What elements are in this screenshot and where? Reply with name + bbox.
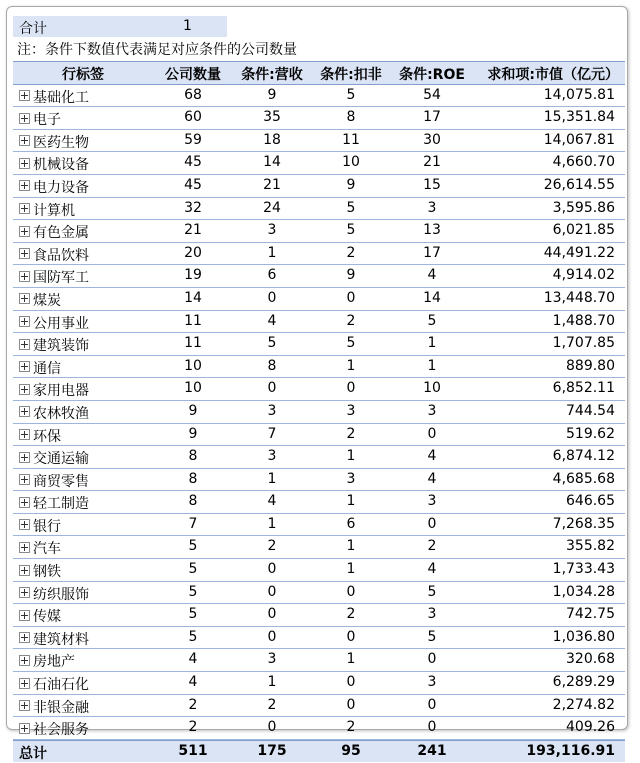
table-row: [13, 401, 625, 424]
row-label: 社会服务: [33, 722, 89, 739]
company-count: 14: [184, 289, 202, 306]
row-label-cell: [19, 87, 89, 107]
row-label-cell: [19, 697, 89, 717]
roe-count: 3: [427, 606, 437, 623]
table-row: [13, 514, 625, 537]
roe-count: 17: [423, 109, 441, 126]
revenue-count: 14: [263, 154, 281, 171]
roe-count: 3: [427, 199, 437, 216]
row-label-cell: [19, 200, 75, 220]
row-label-cell: [19, 290, 61, 310]
revenue-count: 5: [267, 335, 277, 352]
expand-icon[interactable]: [19, 474, 30, 485]
row-label-cell: [19, 629, 89, 649]
roe-count: 0: [427, 719, 437, 736]
company-count: 8: [188, 470, 198, 487]
company-count: 68: [184, 86, 202, 103]
expand-icon[interactable]: [19, 203, 30, 214]
revenue-count: 0: [267, 606, 277, 623]
company-count: 5: [188, 628, 198, 645]
table-row: [13, 175, 625, 198]
roe-count: 0: [427, 515, 437, 532]
table-row: [13, 378, 625, 401]
net-profit-count: 5: [346, 86, 356, 103]
table-row: [13, 491, 625, 514]
row-label-cell: [19, 245, 89, 265]
row-label-cell: [19, 584, 89, 604]
market-cap-sum: 409.26: [566, 719, 615, 736]
header-net-profit-condition[interactable]: 条件:扣非: [320, 67, 382, 83]
expand-icon[interactable]: [19, 519, 30, 530]
net-profit-count: 0: [346, 380, 356, 397]
row-label-cell: [19, 606, 61, 626]
row-label-cell: [19, 719, 89, 739]
market-cap-sum: 742.75: [566, 606, 615, 623]
table-row: [13, 356, 625, 379]
roe-count: 0: [427, 696, 437, 713]
net-profit-count: 5: [346, 199, 356, 216]
company-count: 9: [188, 425, 198, 442]
row-label: 建筑材料: [33, 631, 89, 648]
market-cap-sum: 44,491.22: [543, 244, 615, 261]
company-count: 5: [188, 538, 198, 555]
revenue-count: 6: [267, 267, 277, 284]
net-profit-count: 0: [346, 628, 356, 645]
net-profit-count: 10: [342, 154, 360, 171]
expand-icon[interactable]: [19, 610, 30, 621]
table-row: [13, 85, 625, 108]
row-label: 非银金融: [33, 699, 89, 716]
net-profit-count: 2: [346, 425, 356, 442]
table-row: [13, 311, 625, 334]
market-cap-sum: 4,660.70: [552, 154, 615, 171]
table-row: [13, 559, 625, 582]
row-label: 机械设备: [33, 157, 89, 174]
row-label: 商贸零售: [33, 473, 89, 490]
expand-icon[interactable]: [19, 429, 30, 440]
net-profit-count: 11: [342, 131, 360, 148]
net-profit-count: 0: [346, 583, 356, 600]
table-row: [13, 333, 625, 356]
expand-icon[interactable]: [19, 271, 30, 282]
company-count: 45: [184, 176, 202, 193]
expand-icon[interactable]: [19, 293, 30, 304]
expand-icon[interactable]: [19, 248, 30, 259]
roe-count: 3: [427, 674, 437, 691]
market-cap-sum: 1,488.70: [552, 312, 615, 329]
net-profit-count: 1: [346, 357, 356, 374]
total-revenue-count: 175: [257, 742, 287, 759]
company-count: 45: [184, 154, 202, 171]
table-row: [13, 288, 625, 311]
market-cap-sum: 744.54: [566, 402, 615, 419]
row-label: 有色金属: [33, 225, 89, 242]
grand-total-summary: [13, 16, 227, 37]
expand-icon[interactable]: [19, 113, 30, 124]
revenue-count: 4: [267, 493, 277, 510]
row-label-cell: [19, 222, 89, 242]
roe-count: 14: [423, 289, 441, 306]
roe-count: 4: [427, 561, 437, 578]
row-label: 轻工制造: [33, 496, 89, 513]
net-profit-count: 0: [346, 289, 356, 306]
company-count: 5: [188, 606, 198, 623]
company-count: 19: [184, 267, 202, 284]
table-row: [13, 582, 625, 605]
net-profit-count: 3: [346, 470, 356, 487]
net-profit-count: 5: [346, 222, 356, 239]
table-row: [13, 695, 625, 718]
revenue-count: 2: [267, 696, 277, 713]
roe-count: 54: [423, 86, 441, 103]
revenue-count: 3: [267, 651, 277, 668]
roe-count: 5: [427, 312, 437, 329]
expand-icon[interactable]: [19, 497, 30, 508]
roe-count: 0: [427, 651, 437, 668]
row-label: 食品饮料: [33, 247, 89, 264]
row-label: 汽车: [33, 541, 61, 558]
net-profit-count: 2: [346, 719, 356, 736]
row-label: 医药生物: [33, 134, 89, 151]
revenue-count: 1: [267, 470, 277, 487]
roe-count: 4: [427, 267, 437, 284]
company-count: 11: [184, 335, 202, 352]
revenue-count: 35: [263, 109, 281, 126]
roe-count: 3: [427, 493, 437, 510]
expand-icon[interactable]: [19, 180, 30, 191]
row-label-cell: [19, 358, 61, 378]
roe-count: 15: [423, 176, 441, 193]
expand-icon[interactable]: [19, 406, 30, 417]
market-cap-sum: 6,852.11: [552, 380, 615, 397]
row-label-cell: [19, 132, 89, 152]
table-row: [13, 107, 625, 130]
roe-count: 21: [423, 154, 441, 171]
expand-icon[interactable]: [19, 316, 30, 327]
row-label: 建筑装饰: [33, 338, 89, 355]
header-roe-condition[interactable]: 条件:ROE: [399, 67, 465, 83]
header-market-cap-sum[interactable]: 求和项:市值（亿元）: [487, 67, 619, 83]
company-count: 10: [184, 380, 202, 397]
company-count: 7: [188, 515, 198, 532]
net-profit-count: 9: [346, 176, 356, 193]
revenue-count: 1: [267, 674, 277, 691]
header-row: [13, 61, 625, 85]
market-cap-sum: 320.68: [566, 651, 615, 668]
expand-icon[interactable]: [19, 587, 30, 598]
table-row: [13, 627, 625, 650]
company-count: 5: [188, 561, 198, 578]
roe-count: 10: [423, 380, 441, 397]
expand-icon[interactable]: [19, 723, 30, 734]
market-cap-sum: 6,021.85: [552, 222, 615, 239]
company-count: 59: [184, 131, 202, 148]
market-cap-sum: 1,036.80: [552, 628, 615, 645]
row-label-cell: [19, 516, 61, 536]
market-cap-sum: 889.80: [566, 357, 615, 374]
roe-count: 30: [423, 131, 441, 148]
row-label-cell: [19, 651, 75, 671]
revenue-count: 9: [267, 86, 277, 103]
summary-label: 合计: [19, 21, 47, 37]
total-market-cap: 193,116.91: [526, 742, 615, 759]
expand-icon[interactable]: [19, 226, 30, 237]
row-label-cell: [19, 426, 61, 446]
row-label: 纺织服饰: [33, 586, 89, 603]
row-label-cell: [19, 267, 89, 287]
net-profit-count: 0: [346, 674, 356, 691]
revenue-count: 8: [267, 357, 277, 374]
company-count: 9: [188, 402, 198, 419]
revenue-count: 0: [267, 289, 277, 306]
expand-icon[interactable]: [19, 700, 30, 711]
revenue-count: 21: [263, 176, 281, 193]
market-cap-sum: 2,274.82: [552, 696, 615, 713]
company-count: 5: [188, 583, 198, 600]
revenue-count: 2: [267, 538, 277, 555]
total-roe-count: 241: [417, 742, 447, 759]
row-label: 房地产: [33, 654, 75, 671]
net-profit-count: 1: [346, 493, 356, 510]
market-cap-sum: 355.82: [566, 538, 615, 555]
market-cap-sum: 1,707.85: [552, 335, 615, 352]
market-cap-sum: 519.62: [566, 425, 615, 442]
revenue-count: 18: [263, 131, 281, 148]
roe-count: 1: [427, 335, 437, 352]
net-profit-count: 5: [346, 335, 356, 352]
market-cap-sum: 4,685.68: [552, 470, 615, 487]
market-cap-sum: 26,614.55: [543, 176, 615, 193]
company-count: 10: [184, 357, 202, 374]
table-row: [13, 198, 625, 221]
revenue-count: 1: [267, 244, 277, 261]
market-cap-sum: 3,595.86: [552, 199, 615, 216]
table-row: [13, 152, 625, 175]
row-label-cell: [19, 448, 89, 468]
table-row: [13, 717, 625, 740]
row-label-cell: [19, 561, 61, 581]
roe-count: 2: [427, 538, 437, 555]
row-label: 电力设备: [33, 179, 89, 196]
market-cap-sum: 7,268.35: [552, 515, 615, 532]
expand-icon[interactable]: [19, 452, 30, 463]
table-row: [13, 424, 625, 447]
row-label: 计算机: [33, 202, 75, 219]
company-count: 2: [188, 719, 198, 736]
header-row-labels[interactable]: 行标签: [62, 67, 104, 83]
expand-icon[interactable]: [19, 135, 30, 146]
row-label: 电子: [33, 112, 61, 129]
row-label: 传媒: [33, 609, 61, 626]
revenue-count: 3: [267, 448, 277, 465]
net-profit-count: 9: [346, 267, 356, 284]
row-label-cell: [19, 493, 89, 513]
expand-icon[interactable]: [19, 678, 30, 689]
company-count: 2: [188, 696, 198, 713]
company-count: 20: [184, 244, 202, 261]
table-row: [13, 469, 625, 492]
row-label-cell: [19, 471, 89, 491]
row-label: 银行: [33, 518, 61, 535]
header-revenue-condition[interactable]: 条件:营收: [241, 67, 303, 83]
row-label: 环保: [33, 428, 61, 445]
net-profit-count: 2: [346, 312, 356, 329]
market-cap-sum: 6,874.12: [552, 448, 615, 465]
revenue-count: 0: [267, 719, 277, 736]
expand-icon[interactable]: [19, 361, 30, 372]
roe-count: 4: [427, 448, 437, 465]
net-profit-count: 1: [346, 448, 356, 465]
table-row: [13, 446, 625, 469]
revenue-count: 7: [267, 425, 277, 442]
row-label: 通信: [33, 360, 61, 377]
revenue-count: 0: [267, 583, 277, 600]
row-label: 国防军工: [33, 270, 89, 287]
net-profit-count: 1: [346, 651, 356, 668]
row-label-cell: [19, 313, 89, 333]
company-count: 4: [188, 674, 198, 691]
roe-count: 17: [423, 244, 441, 261]
summary-value: 1: [183, 18, 192, 34]
roe-count: 3: [427, 402, 437, 419]
revenue-count: 3: [267, 222, 277, 239]
row-label-cell: [19, 154, 89, 174]
roe-count: 0: [427, 425, 437, 442]
net-profit-count: 3: [346, 402, 356, 419]
expand-icon[interactable]: [19, 632, 30, 643]
total-net-profit-count: 95: [341, 742, 361, 759]
roe-count: 13: [423, 222, 441, 239]
row-label-cell: [19, 177, 89, 197]
net-profit-count: 1: [346, 561, 356, 578]
net-profit-count: 0: [346, 696, 356, 713]
row-label: 煤炭: [33, 292, 61, 309]
row-label-cell: [19, 674, 89, 694]
company-count: 11: [184, 312, 202, 329]
revenue-count: 0: [267, 380, 277, 397]
expand-icon[interactable]: [19, 158, 30, 169]
market-cap-sum: 1,733.43: [552, 561, 615, 578]
table-note: 注：条件下数值代表满足对应条件的公司数量: [17, 42, 297, 58]
row-label-cell: [19, 403, 89, 423]
market-cap-sum: 646.65: [566, 493, 615, 510]
roe-count: 4: [427, 470, 437, 487]
net-profit-count: 2: [346, 606, 356, 623]
revenue-count: 3: [267, 402, 277, 419]
row-label: 公用事业: [33, 315, 89, 332]
market-cap-sum: 6,289.29: [552, 674, 615, 691]
company-count: 21: [184, 222, 202, 239]
company-count: 60: [184, 109, 202, 126]
table-row: [13, 130, 625, 153]
market-cap-sum: 1,034.28: [552, 583, 615, 600]
header-company-count[interactable]: 公司数量: [165, 67, 221, 83]
table-row: [13, 649, 625, 672]
net-profit-count: 8: [346, 109, 356, 126]
table-row: [13, 243, 625, 266]
expand-icon[interactable]: [19, 339, 30, 350]
expand-icon[interactable]: [19, 565, 30, 576]
expand-icon[interactable]: [19, 542, 30, 553]
company-count: 8: [188, 493, 198, 510]
market-cap-sum: 14,067.81: [543, 131, 615, 148]
row-label: 基础化工: [33, 89, 89, 106]
net-profit-count: 2: [346, 244, 356, 261]
row-label-cell: [19, 109, 61, 129]
table-row: [13, 604, 625, 627]
row-label-cell: [19, 380, 89, 400]
revenue-count: 1: [267, 515, 277, 532]
market-cap-sum: 4,914.02: [552, 267, 615, 284]
net-profit-count: 6: [346, 515, 356, 532]
table-row: [13, 536, 625, 559]
roe-count: 1: [427, 357, 437, 374]
revenue-count: 24: [263, 199, 281, 216]
roe-count: 5: [427, 583, 437, 600]
expand-icon[interactable]: [19, 655, 30, 666]
company-count: 8: [188, 448, 198, 465]
row-label-cell: [19, 538, 61, 558]
row-label: 家用电器: [33, 383, 89, 400]
row-label: 交通运输: [33, 451, 89, 468]
revenue-count: 4: [267, 312, 277, 329]
table-row: [13, 265, 625, 288]
table-row: [13, 672, 625, 695]
row-label: 石油石化: [33, 677, 89, 694]
total-label: 总计: [19, 745, 47, 762]
row-label: 农林牧渔: [33, 405, 89, 422]
revenue-count: 0: [267, 628, 277, 645]
roe-count: 5: [427, 628, 437, 645]
revenue-count: 0: [267, 561, 277, 578]
table-row: [13, 220, 625, 243]
expand-icon[interactable]: [19, 90, 30, 101]
net-profit-count: 1: [346, 538, 356, 555]
market-cap-sum: 14,075.81: [543, 86, 615, 103]
company-count: 32: [184, 199, 202, 216]
company-count: 4: [188, 651, 198, 668]
total-company-count: 511: [178, 742, 208, 759]
market-cap-sum: 13,448.70: [543, 289, 615, 306]
expand-icon[interactable]: [19, 384, 30, 395]
row-label-cell: [19, 335, 89, 355]
row-label: 钢铁: [33, 564, 61, 581]
grand-total-row: [13, 740, 625, 763]
pivot-table: [13, 61, 625, 762]
market-cap-sum: 15,351.84: [543, 109, 615, 126]
